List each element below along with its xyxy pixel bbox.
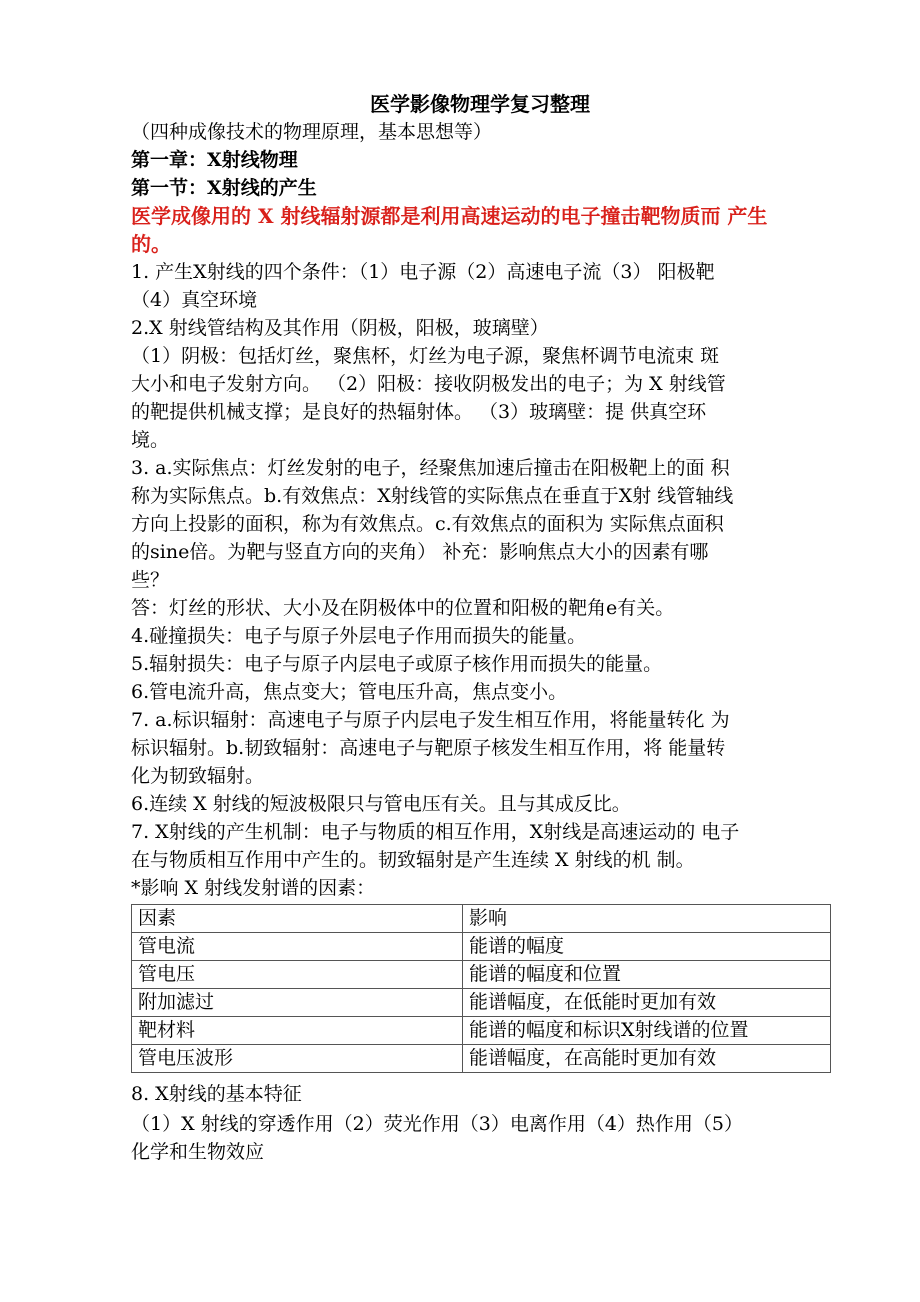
table-cell: 能谱幅度，在低能时更加有效 [463, 989, 831, 1017]
paragraph-line: *影响 X 射线发射谱的因素： [131, 877, 376, 899]
table-header-cell: 影响 [463, 905, 831, 933]
table-cell: 管电压波形 [132, 1045, 463, 1073]
table-row [132, 1045, 831, 1073]
table-cell: 能谱幅度，在高能时更加有效 [463, 1045, 831, 1073]
paragraph-line: 1. 产生X射线的四个条件：（1）电子源（2）高速电子流（3） 阳极靶 [131, 261, 715, 283]
paragraph-line: 8. X射线的基本特征 [131, 1083, 302, 1105]
highlight-line: 的。 [131, 232, 171, 256]
paragraph-line: 境。 [131, 429, 170, 451]
paragraph-line: （4）真空环境 [131, 289, 258, 311]
document-subtitle: （四种成像技术的物理原理，基本思想等） [131, 121, 493, 143]
table-header-cell: 因素 [132, 905, 463, 933]
paragraph-line: （1）阴极：包括灯丝，聚焦杯，灯丝为电子源，聚焦杯调节电流束 斑 [131, 345, 720, 367]
paragraph-line: 化为韧致辐射。 [131, 765, 265, 787]
table-cell: 管电流 [132, 933, 463, 961]
paragraph-line: 化学和生物效应 [131, 1141, 265, 1163]
highlight-line: 医学成像用的 X 射线辐射源都是利用高速运动的电子撞击靶物质而 产生 [131, 204, 768, 228]
table-row [132, 933, 831, 961]
paragraph-line: （1）X 射线的穿透作用（2）荧光作用（3）电离作用（4）热作用（5） [131, 1113, 744, 1135]
paragraph-line: 在与物质相互作用中产生的。韧致辐射是产生连续 X 射线的机 制。 [131, 849, 695, 871]
table-header-row [132, 905, 831, 933]
paragraph-line: 6.管电流升高，焦点变大；管电压升高，焦点变小。 [131, 681, 568, 703]
emission-spectrum-factors-table [131, 904, 831, 1073]
table-cell: 管电压 [132, 961, 463, 989]
paragraph-line: 标识辐射。b.韧致辐射：高速电子与靶原子核发生相互作用，将 能量转 [131, 737, 726, 759]
paragraph-line: 6.连续 X 射线的短波极限只与管电压有关。且与其成反比。 [131, 793, 631, 815]
paragraph-line: 称为实际焦点。b.有效焦点：X射线管的实际焦点在垂直于X射 线管轴线 [131, 485, 734, 507]
table-cell: 能谱的幅度和标识X射线谱的位置 [463, 1017, 831, 1045]
table-cell: 能谱的幅度和位置 [463, 961, 831, 989]
paragraph-line: 3. a.实际焦点：灯丝发射的电子，经聚焦加速后撞击在阳极靶上的面 积 [131, 457, 730, 479]
section-heading: 第一节：X射线的产生 [131, 177, 317, 199]
paragraph-line: 2.X 射线管结构及其作用（阴极，阳极，玻璃壁） [131, 317, 549, 339]
paragraph-line: 答：灯丝的形状、大小及在阴极体中的位置和阳极的靶角e有关。 [131, 597, 675, 619]
table-cell: 能谱的幅度 [463, 933, 831, 961]
paragraph-line: 大小和电子发射方向。 （2）阳极：接收阴极发出的电子；为 X 射线管 [131, 373, 726, 395]
paragraph-line: 7. X射线的产生机制：电子与物质的相互作用，X射线是高速运动的 电子 [131, 821, 740, 843]
table-row [132, 1017, 831, 1045]
paragraph-line: 4.碰撞损失：电子与原子外层电子作用而损失的能量。 [131, 625, 587, 647]
document-title: 医学影像物理学复习整理 [370, 92, 590, 116]
paragraph-line: 些？ [131, 569, 170, 591]
chapter-heading: 第一章：X射线物理 [131, 149, 298, 171]
paragraph-line: 方向上投影的面积，称为有效焦点。c.有效焦点的面积为 实际焦点面积 [131, 513, 724, 535]
paragraph-line: 5.辐射损失：电子与原子内层电子或原子核作用而损失的能量。 [131, 653, 663, 675]
paragraph-line: 的靶提供机械支撑；是良好的热辐射体。 （3）玻璃壁：提 供真空环 [131, 401, 707, 423]
table-row [132, 989, 831, 1017]
table-row [132, 961, 831, 989]
table-cell: 靶材料 [132, 1017, 463, 1045]
paragraph-line: 的sine倍。为靶与竖直方向的夹角） 补充：影响焦点大小的因素有哪 [131, 541, 709, 563]
table-cell: 附加滤过 [132, 989, 463, 1017]
paragraph-line: 7. a.标识辐射：高速电子与原子内层电子发生相互作用，将能量转化 为 [131, 709, 730, 731]
